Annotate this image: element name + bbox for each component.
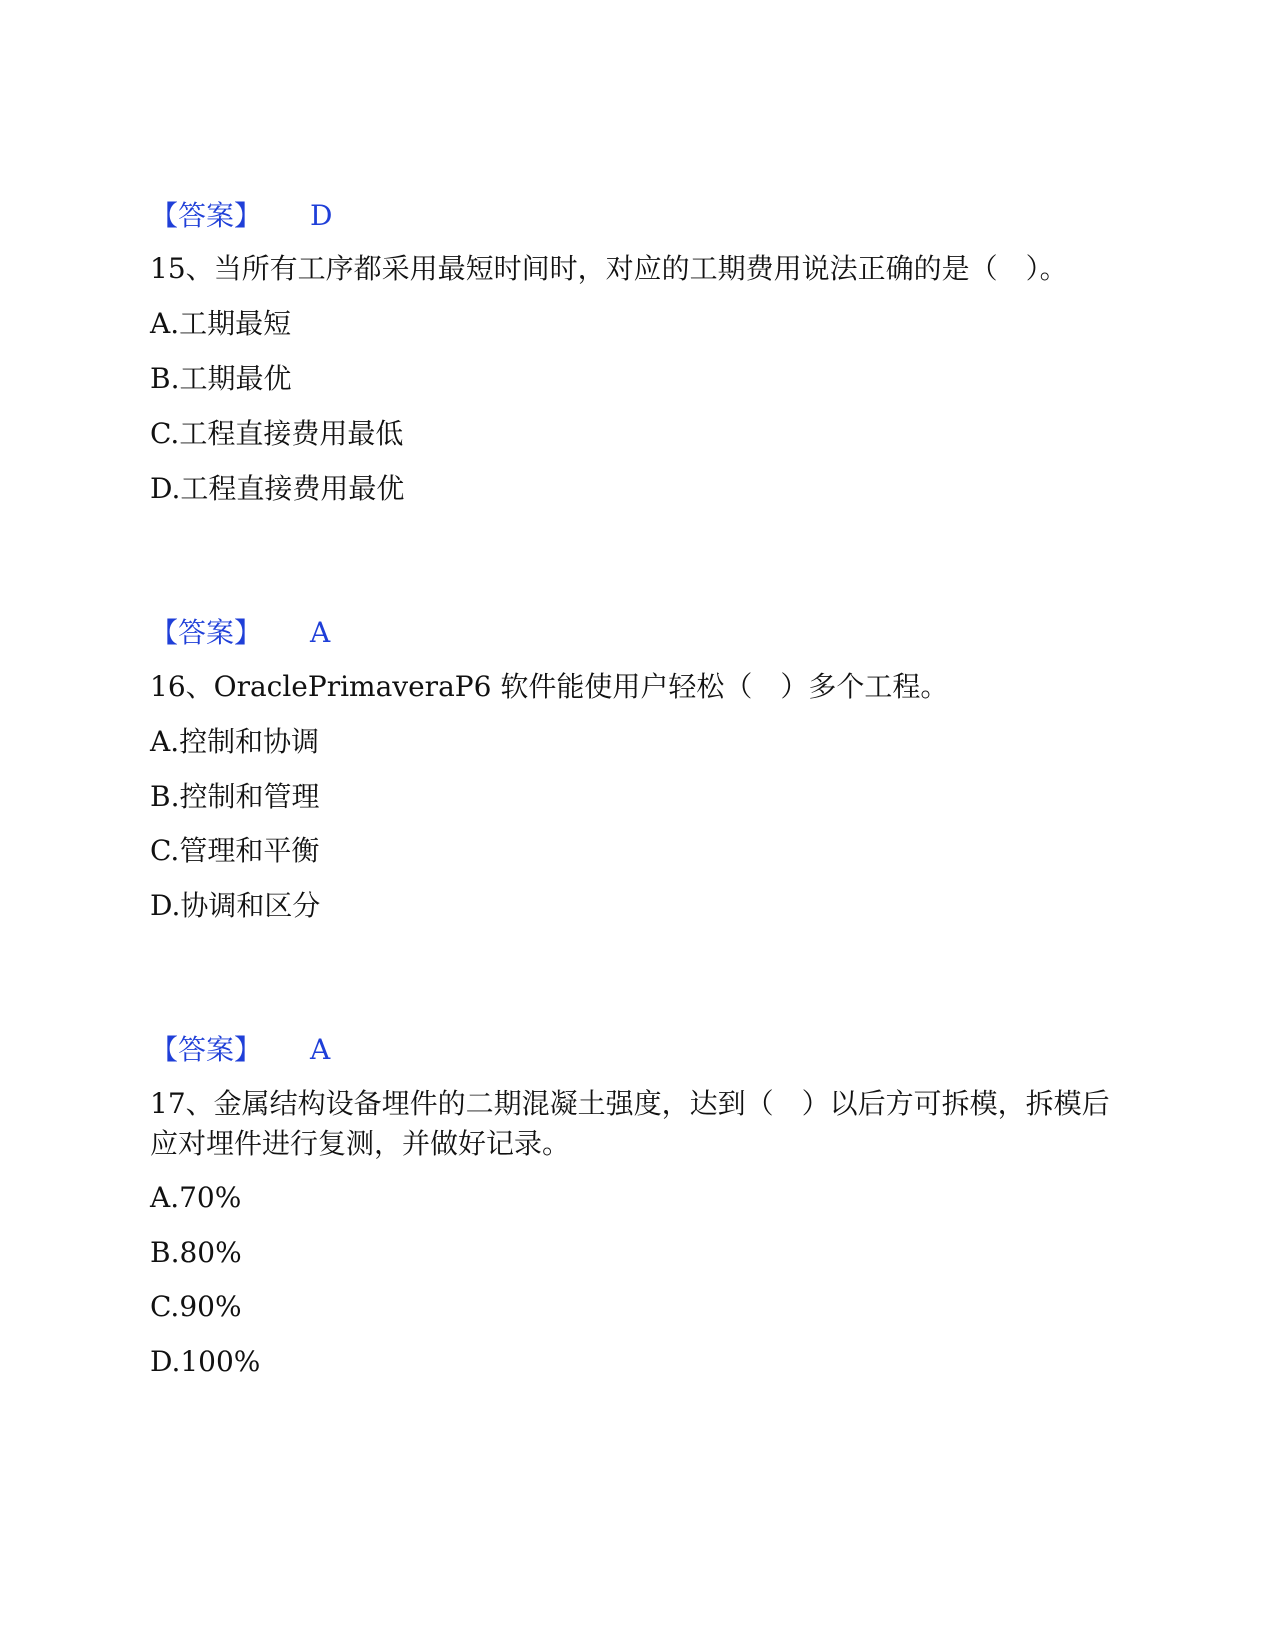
answer-label: 【答案】: [150, 1033, 263, 1066]
answer-label: 【答案】: [150, 616, 263, 649]
answer-value: D: [310, 199, 333, 232]
option-b: B.控制和管理: [150, 780, 320, 813]
option-d: D.工程直接费用最优: [150, 472, 405, 505]
option-a: A.70%: [150, 1181, 242, 1214]
option-a: A.工期最短: [150, 307, 292, 340]
answer-value: A: [310, 1033, 331, 1066]
question-text: 15、当所有工序都采用最短时间时，对应的工期费用说法正确的是（ ）。: [150, 252, 1068, 285]
answer-line: [150, 613, 330, 653]
option-c: C.90%: [150, 1290, 242, 1323]
option-b: B.80%: [150, 1236, 242, 1269]
option-a: A.控制和协调: [150, 725, 320, 758]
question-text: 16、OraclePrimaveraP6 软件能使用户轻松（ ）多个工程。: [150, 670, 949, 703]
option-b: B.工期最优: [150, 362, 292, 395]
answer-label: 【答案】: [150, 199, 263, 232]
answer-value: A: [310, 616, 331, 649]
option-d: D.协调和区分: [150, 889, 321, 922]
option-c: C.管理和平衡: [150, 834, 320, 867]
answer-line: [150, 196, 332, 236]
option-c: C.工程直接费用最低: [150, 417, 404, 450]
option-d: D.100%: [150, 1345, 261, 1378]
question-text: 17、金属结构设备埋件的二期混凝土强度，达到（ ）以后方可拆模，拆模后应对埋件进行复测，并做好记录。: [150, 1087, 1110, 1160]
answer-line: [150, 1030, 330, 1070]
